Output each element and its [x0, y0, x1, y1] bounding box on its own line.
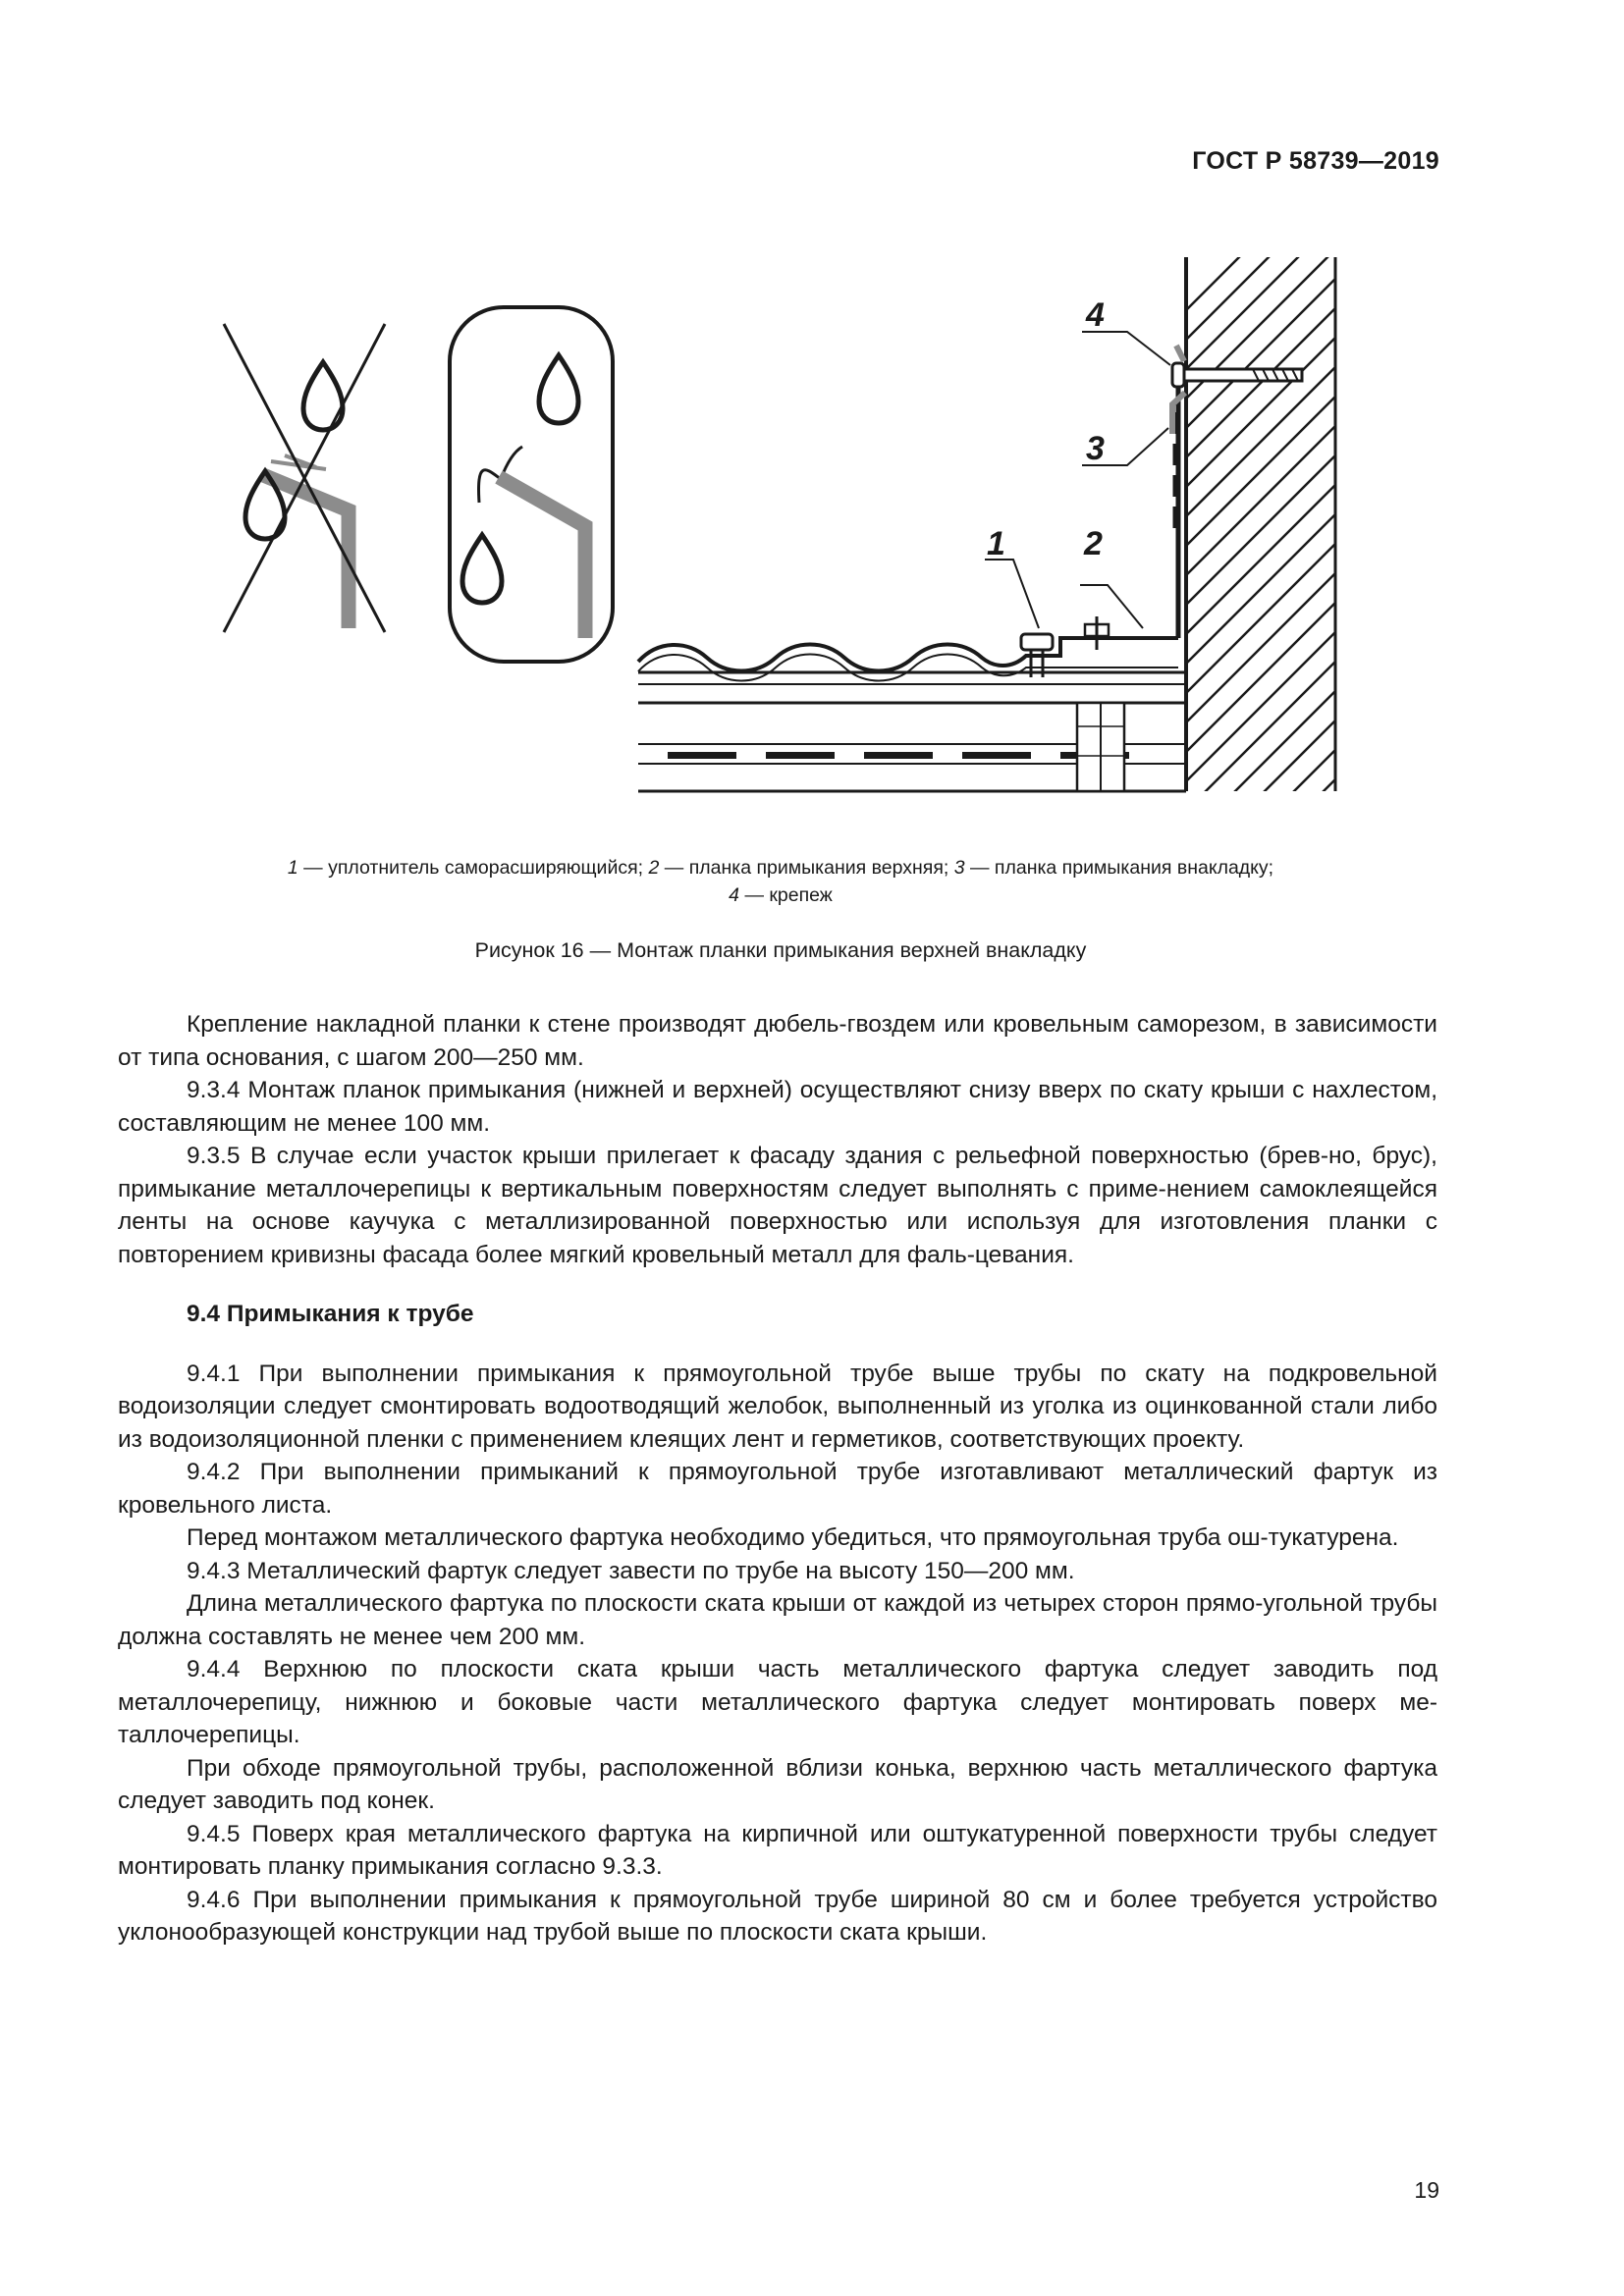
leader-line-1 — [985, 560, 1039, 628]
paragraph: 9.3.4 Монтаж планок примыкания (нижней и верхней) осуществляют снизу вверх по скату крыши с нахлестом, составляющим не менее 100 мм. — [118, 1077, 1437, 1137]
batten — [1077, 703, 1124, 791]
legend-num-4: 4 — [729, 884, 740, 906]
section-heading: 9.4 Примыкания к трубе — [187, 1301, 474, 1327]
legend-num-1: 1 — [287, 857, 298, 879]
paragraph: 9.4.4 Верхнюю по плоскости ската крыши часть металлического фартука следует заводить под металлочерепицу, нижнюю и боковые части металлического фартука следует монтировать поверх ме-таллочерепицы. — [118, 1656, 1437, 1748]
legend-line-1 — [157, 854, 1404, 881]
document-body — [118, 1008, 1437, 1949]
water-drop-icon — [539, 355, 578, 423]
callout-1: 1 — [987, 525, 1005, 562]
legend-text-3: — планка примыкания внакладку; — [964, 857, 1274, 879]
legend-text-4: — крепеж — [739, 884, 833, 906]
figure-caption: Рисунок 16 — Монтаж планки примыкания верхней внакладку — [474, 938, 1087, 962]
water-drop-icon — [462, 535, 502, 603]
tile-screw — [1080, 616, 1113, 650]
leader-line-4 — [1082, 332, 1170, 365]
figure-drawing — [0, 0, 1624, 825]
callout-2: 2 — [1084, 525, 1103, 562]
leader-line-2 — [1080, 585, 1143, 628]
paragraph: 9.4.3 Металлический фартук следует завести по трубе на высоту 150—200 мм. — [187, 1557, 1075, 1584]
page-number: 19 — [1414, 2177, 1439, 2203]
paragraph: 9.4.5 Поверх края металлического фартука на кирпичной или оштукатуренной поверхности трубы следует монтировать планку примыкания согласно 9.3.3. — [118, 1820, 1437, 1880]
callout-3: 3 — [1086, 430, 1105, 467]
wall-hatching — [1186, 161, 1335, 825]
flashing-strip — [263, 475, 349, 628]
legend-text-1: — уплотнитель саморасширяющийся; — [298, 857, 649, 879]
flashing-strip — [499, 477, 585, 638]
paragraph: Перед монтажом металлического фартука необходимо убедиться, что прямоугольная труба ош-тукатурена. — [187, 1524, 1399, 1551]
paragraph: 9.4.6 При выполнении примыкания к прямоугольной трубе шириной 80 см и более требуется устройство уклонообразующей конструкции над трубой выше по плоскости ската крыши. — [118, 1886, 1437, 1946]
water-drop-icon — [303, 362, 343, 430]
wall-fastener — [1172, 346, 1302, 387]
legend-num-2: 2 — [648, 857, 660, 879]
flow-arc — [479, 470, 501, 503]
correct-variant-diagram — [450, 307, 613, 662]
callout-4: 4 — [1086, 296, 1105, 334]
legend-num-3: 3 — [953, 857, 965, 879]
paragraph: 9.4.1 При выполнении примыкания к прямоугольной трубе выше трубы по скату на подкровельной водоизоляции следует смонтировать водоотводящий желобок, выполненный из уголка из оцинкованной стали либо из водоизоляционной пленки с применением клеящих лент и герметиков, соответствующих проекту. — [118, 1360, 1437, 1453]
paragraph: 9.4.2 При выполнении примыканий к прямоугольной трубе изготавливают металлический фартук из кровельного листа. — [118, 1459, 1437, 1519]
document-header: ГОСТ Р 58739—2019 — [1192, 147, 1439, 175]
figure-16 — [0, 0, 1624, 825]
paragraph: При обходе прямоугольной трубы, расположенной вблизи конька, верхнюю часть металлического фартука следует заводить под конек. — [118, 1754, 1437, 1814]
paragraph: Крепление накладной планки к стене производят дюбель-гвоздем или кровельным саморезом, в зависимости от типа основания, с шагом 200—250 мм. — [118, 1011, 1437, 1071]
section-drawing — [638, 161, 1335, 825]
incorrect-variant-diagram — [224, 324, 385, 632]
paragraph: Длина металлического фартука по плоскости ската крыши от каждой из четырех сторон прямо-угольной трубы должна составлять не менее чем 200 мм. — [118, 1590, 1437, 1650]
figure-legend — [157, 854, 1404, 909]
membrane-dashes — [668, 752, 1129, 759]
legend-text-2: — планка примыкания верхняя; — [659, 857, 954, 879]
legend-line-2 — [157, 881, 1404, 909]
paragraph: 9.3.5 В случае если участок крыши прилегает к фасаду здания с рельефной поверхностью (брев-но, брус), примыкание металлочерепицы к вертикальным поверхностям следует выполнять с приме-нением самоклеящейся ленты на основе каучука с металлизированной поверхностью или используя для изготовления планки с повторением кривизны фасада более мягкий кровельный металл для фаль-цевания. — [118, 1143, 1437, 1268]
